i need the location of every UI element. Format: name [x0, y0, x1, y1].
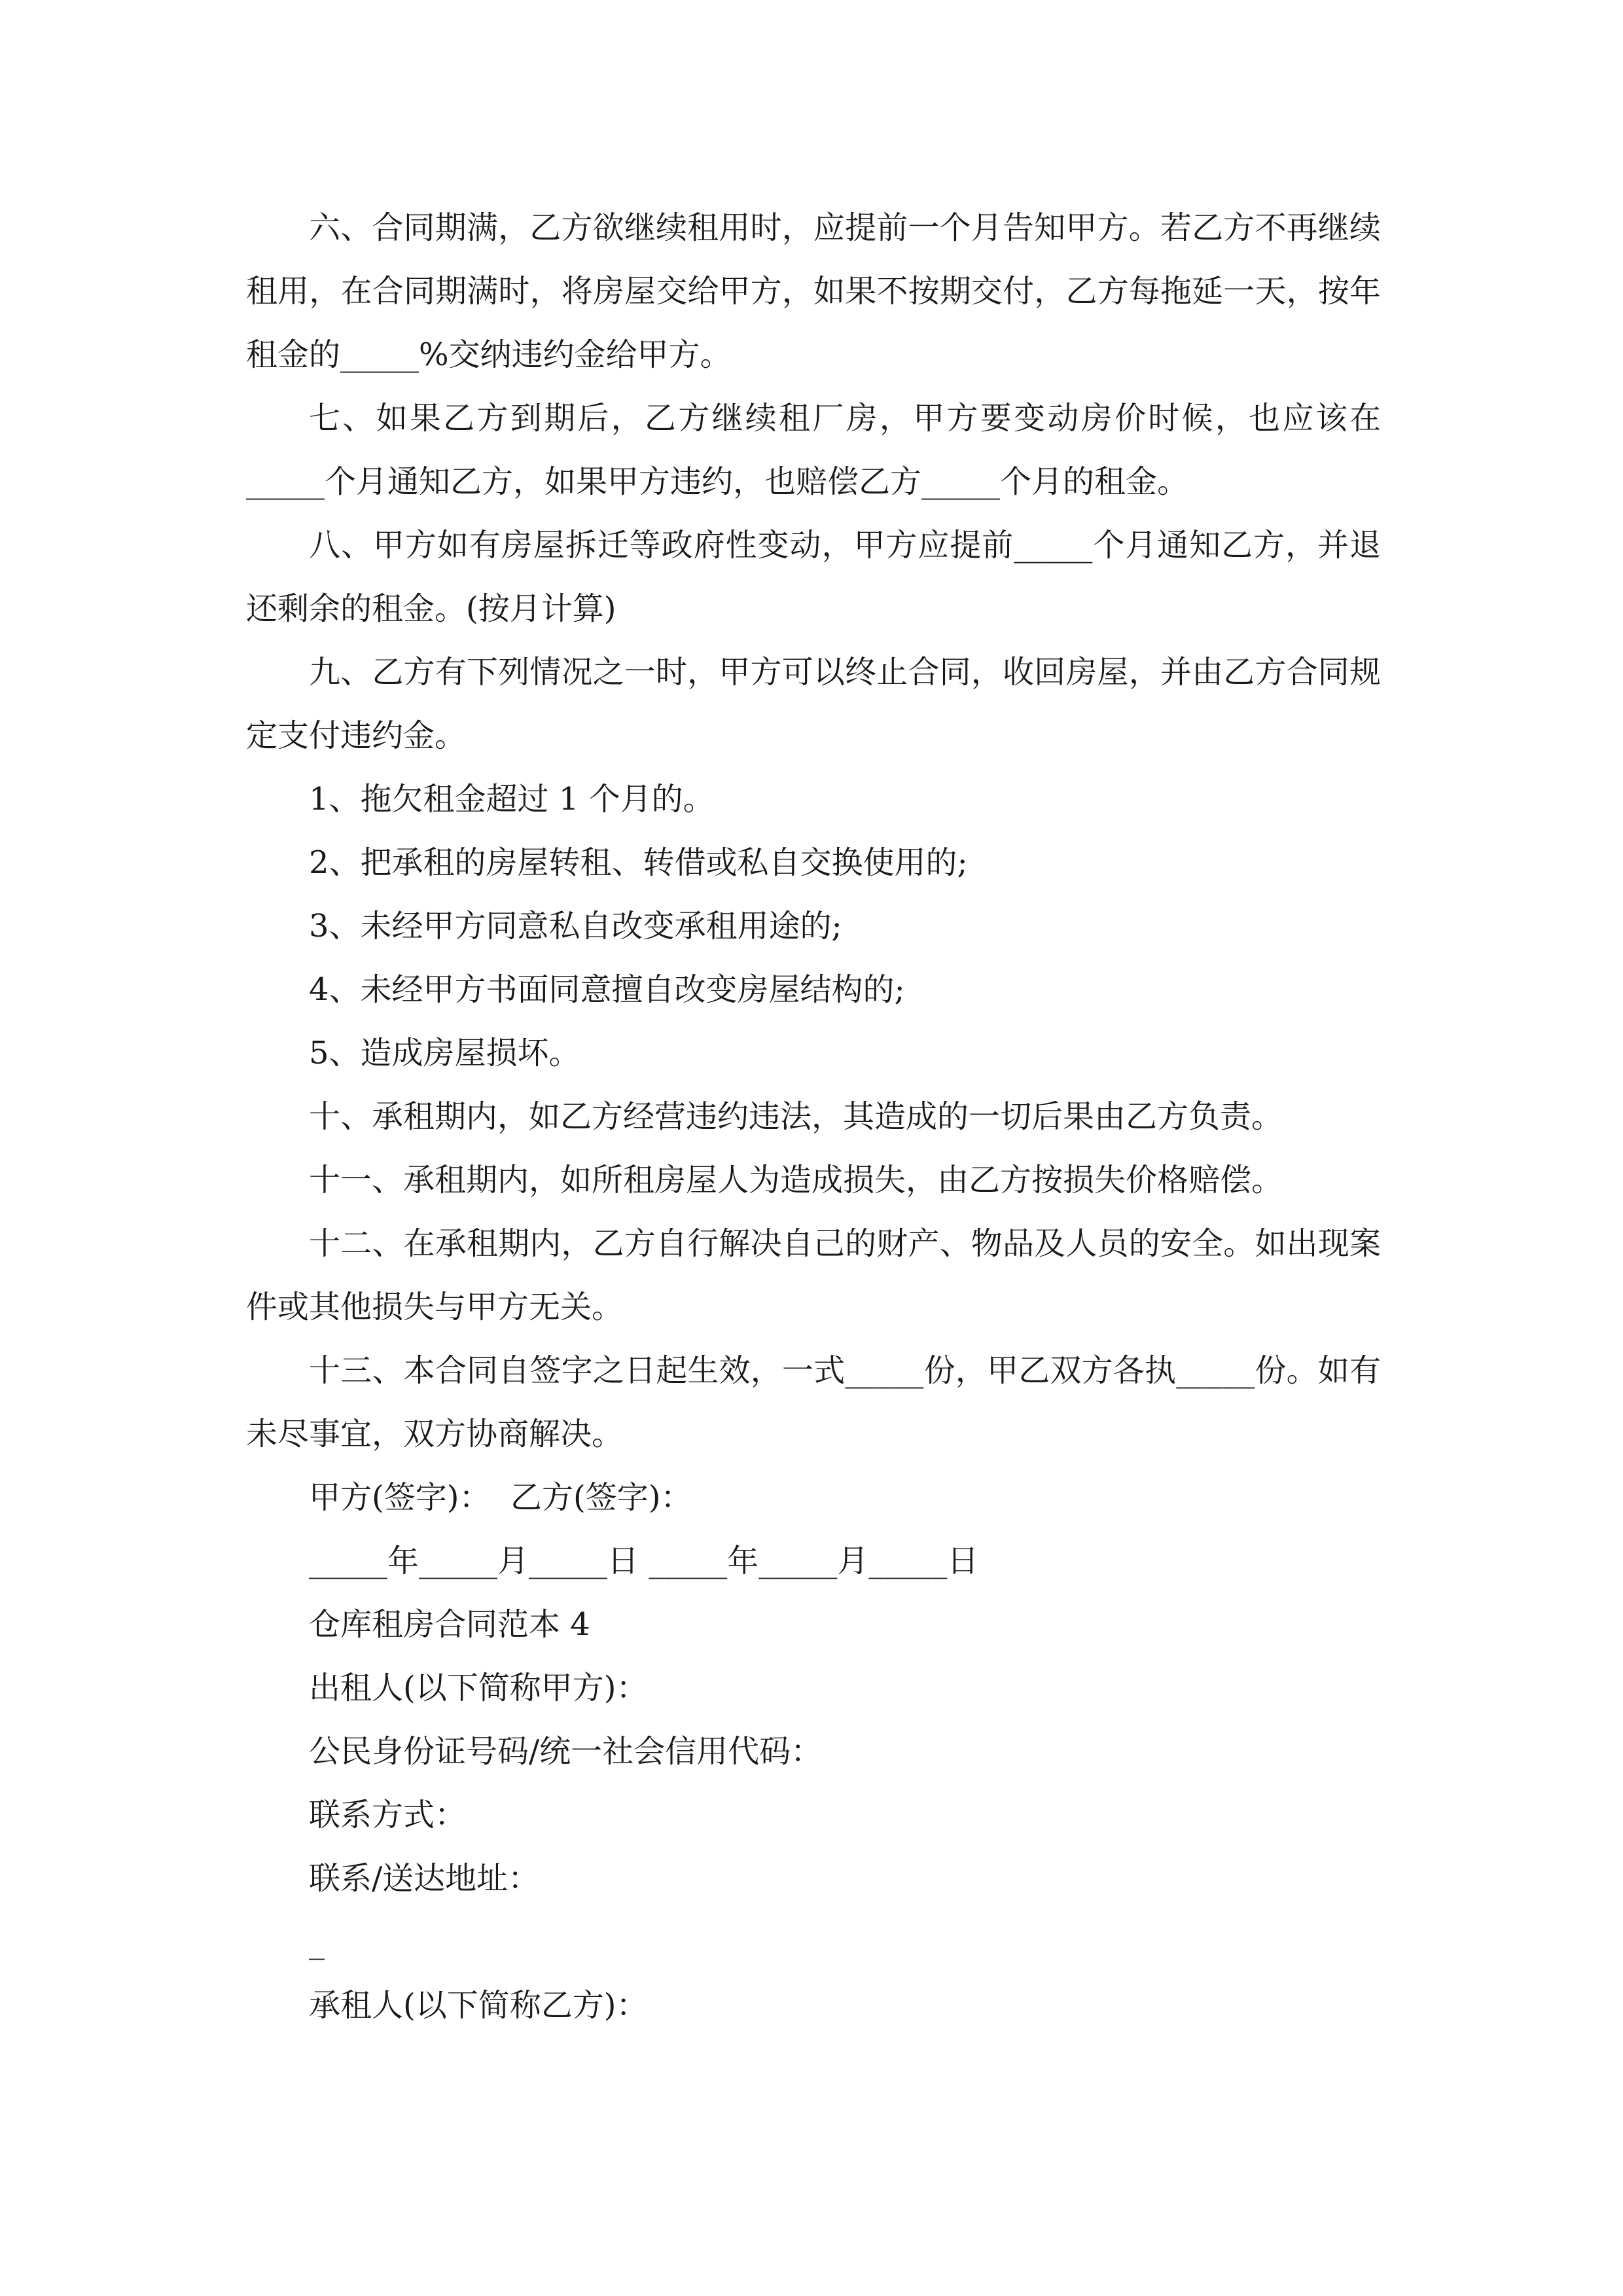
id-number-label: 公民身份证号码/统一社会信用代码：: [309, 1733, 823, 1770]
clause-12: 十二、在承租期内，乙方自行解决自己的财产、物品及人员的安全。如出现案件或其他损失与甲方无关。: [246, 1225, 1381, 1325]
section-title: 仓库租房合同范本 4: [309, 1606, 590, 1643]
list-item: 2、把承租的房屋转租、转借或私自交换使用的;: [309, 844, 968, 881]
clause-11: 十一、承租期内，如所租房屋人为造成损失，由乙方按损失价格赔偿。: [309, 1162, 1283, 1198]
clause-10: 十、承租期内，如乙方经营违约违法，其造成的一切后果由乙方负责。: [309, 1098, 1283, 1135]
clause-9: 九、乙方有下列情况之一时，甲方可以终止合同，收回房屋，并由乙方合同规定支付违约金。: [246, 654, 1381, 754]
contact-label: 联系方式：: [309, 1797, 467, 1833]
clause-8: 八、甲方如有房屋拆迁等政府性变动，甲方应提前_____个月通知乙方，并退还剩余的租金。(按月计算): [246, 527, 1381, 627]
list-item: 1、拖欠租金超过 1 个月的。: [309, 781, 715, 817]
signature-line: 甲方(签字)： 乙方(签字)：: [309, 1479, 692, 1516]
lessee-label: 承租人(以下简称乙方)：: [309, 1987, 648, 2024]
lessor-label: 出租人(以下简称甲方)：: [309, 1670, 648, 1706]
clause-6: 六、合同期满，乙方欲继续租用时，应提前一个月告知甲方。若乙方不再继续租用，在合同期满时，将房屋交给甲方，如果不按期交付，乙方每拖延一天，按年租金的_____%交纳违约金给甲方。: [246, 209, 1381, 373]
list-item: 5、造成房屋损坏。: [309, 1035, 580, 1071]
date-line: _____年_____月_____日 _____年_____月_____日: [309, 1543, 979, 1579]
document-body: [246, 196, 1381, 2037]
underscore-mark: _: [309, 1924, 325, 1960]
address-label: 联系/送达地址：: [309, 1860, 540, 1897]
clause-7: 七、如果乙方到期后，乙方继续租厂房，甲方要变动房价时候，也应该在_____个月通知乙方，如果甲方违约，也赔偿乙方_____个月的租金。: [246, 400, 1381, 500]
list-item: 4、未经甲方书面同意擅自改变房屋结构的;: [309, 971, 905, 1008]
clause-13: 十三、本合同自签字之日起生效，一式_____份，甲乙双方各执_____份。如有未尽事宜，双方协商解决。: [246, 1352, 1381, 1452]
list-item: 3、未经甲方同意私自改变承租用途的;: [309, 908, 842, 944]
